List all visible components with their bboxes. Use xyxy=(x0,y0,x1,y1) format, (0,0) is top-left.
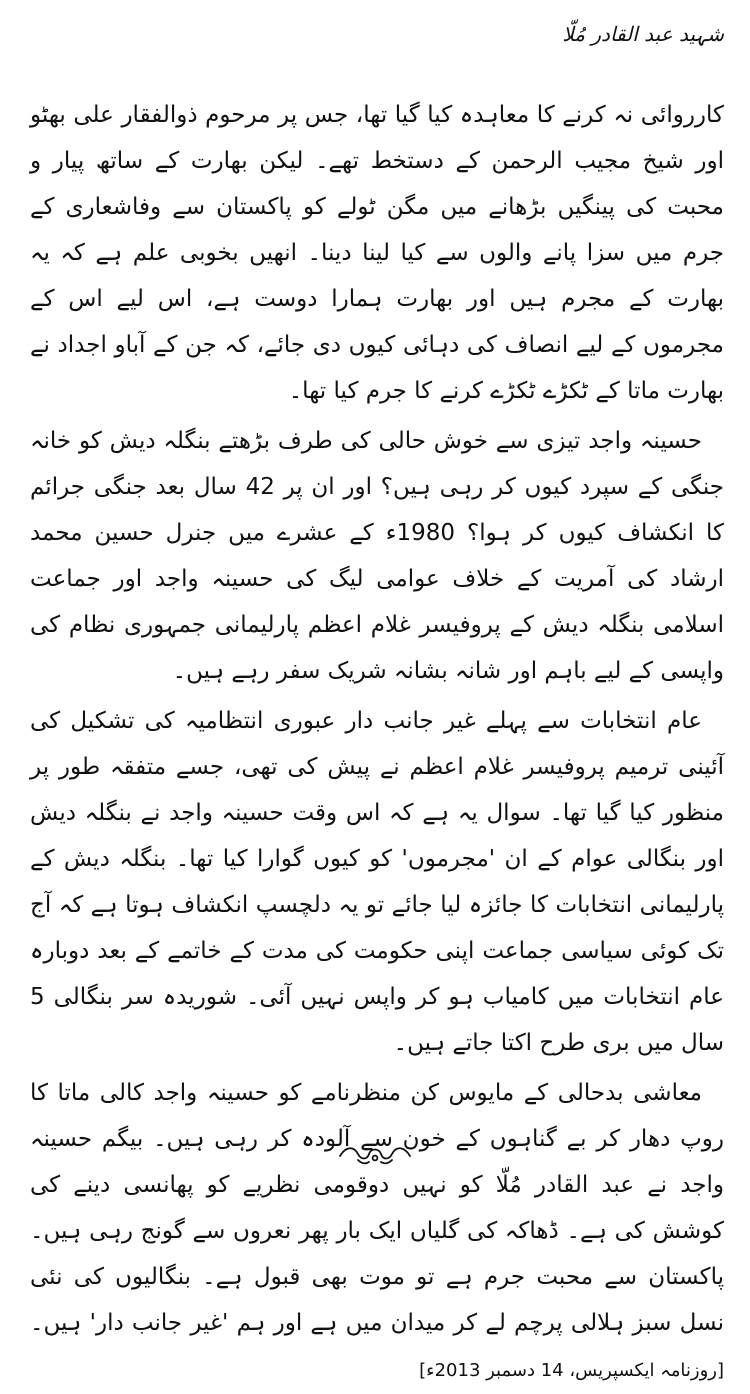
paragraph-1 xyxy=(30,92,724,414)
paragraph-2 xyxy=(30,418,724,694)
paragraph-4 xyxy=(30,1070,724,1394)
running-head: شہید عبد القادر مُلّا xyxy=(562,22,724,46)
paragraph-3 xyxy=(30,698,724,1066)
paragraph-2-text: حسینہ واجد تیزی سے خوش حالی کی طرف بڑھتے بنگلہ دیش کو خانہ جنگی کے سپرد کیوں کر رہی ہیں؟ اور ان پر 42 سال بعد جنگی جرائم کا انکشاف کیوں کر ہوا؟ 1980ء کے عشرے میں جنرل حسین محمد ارشاد کی آمریت کے خلاف عوامی لیگ کی حسینہ واجد اور جماعت اسلامی بنگلہ دیش کے پروفیسر غلام اعظم پارلیمانی جمہوری نظام کی واپسی کے لیے باہم اور شانہ بشانہ شریک سفر رہے ہیں۔ xyxy=(30,428,724,684)
paragraph-3-text: عام انتخابات سے پہلے غیر جانب دار عبوری انتظامیہ کی تشکیل کی آئینی ترمیم پروفیسر غلام اعظم نے پیش کی تھی، جسے متفقہ طور پر منظور کیا گیا تھا۔ سوال یہ ہے کہ اس وقت حسینہ واجد نے بنگلہ دیش اور بنگالی عوام کے ان 'مجرموں' کو کیوں گوارا کیا تھا۔ بنگلہ دیش کے پارلیمانی انتخابات کا جائزہ لیا جائے تو یہ دلچسپ انکشاف ہوتا ہے کہ آج تک کوئی سیاسی جماعت اپنی حکومت کی مدت کے خاتمے کے بعد دوبارہ عام انتخابات میں کامیاب ہو کر واپس نہیں آئی۔ شوریدہ سر بنگالی 5 سال میں بری طرح اکتا جاتے ہیں۔ xyxy=(30,708,724,1056)
paragraph-1-text: کارروائی نہ کرنے کا معاہدہ کیا گیا تھا، جس پر مرحوم ذوالفقار علی بھٹو اور شیخ مجیب الرحمن کے دستخط تھے۔ لیکن بھارت کے ساتھ پیار و محبت کی پینگیں بڑھانے میں مگن ٹولے کو پاکستان سے وفاشعاری کے جرم میں سزا پانے والوں سے کیا لینا دینا۔ انھیں بخوبی علم ہے کہ یہ بھارت کے مجرم ہیں اور بھارت ہمارا دوست ہے، اس لیے اس کے مجرموں کے لیے انصاف کی دہائی کیوں دی جائے، کہ جن کے آباو اجداد نے بھارت ماتا کے ٹکڑے ٹکڑے کرنے کا جرم کیا تھا۔ xyxy=(30,102,724,404)
ornament xyxy=(0,1140,750,1170)
scroll-flourish-icon xyxy=(336,1142,414,1168)
source-citation: [روزنامہ ایکسپریس، 14 دسمبر 2013ء] xyxy=(419,1360,724,1381)
paragraph-4-text: معاشی بدحالی کے مایوس کن منظرنامے کو حسینہ واجد کالی ماتا کا روپ دھار کر بے گناہوں کے خون سے آلودہ کر رہی ہیں۔ بیگم حسینہ واجد نے عبد القادر مُلّا کو نہیں دوقومی نظریے کو پھانسی دینے کی کوشش کی ہے۔ ڈھاکہ کی گلیاں ایک بار پھر نعروں سے گونج رہی ہیں۔ پاکستان سے محبت جرم ہے تو موت بھی قبول ہے۔ بنگالیوں کی نئی نسل سبز ہلالی پرچم لے کر میدان میں ہے اور ہم 'غیر جانب دار' ہیں۔ xyxy=(30,1080,724,1336)
